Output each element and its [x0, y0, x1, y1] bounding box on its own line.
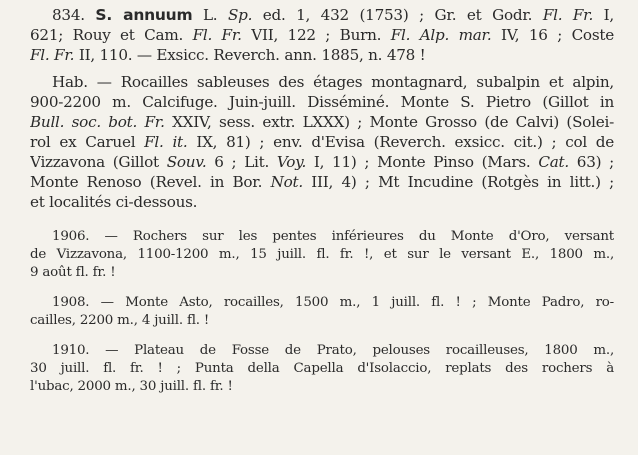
- citation-italic: Fl. it.: [144, 133, 188, 151]
- citation-italic: Voy.: [276, 153, 307, 171]
- species-line: [30, 45, 614, 65]
- text-run: VII, 122 ; Burn.: [241, 26, 391, 44]
- habitat-line: [52, 72, 614, 92]
- citation-italic: Cat.: [538, 153, 569, 171]
- citation-italic: Souv.: [166, 153, 207, 171]
- citation-italic: Not.: [270, 173, 303, 191]
- habitat-line: [30, 172, 614, 192]
- record-line: 30 juill. fl. fr. ! ; Punta della Capella d'Isolaccio, replats des rochers à: [30, 361, 614, 376]
- record-line: cailles, 2200 m., 4 juill. fl. !: [30, 313, 210, 328]
- text-run: 900-2200 m. Calcifuge. Juin-juill. Disséminé. Monte S. Pietro (Gillot in: [30, 93, 614, 111]
- text-run: L.: [192, 6, 228, 24]
- text-run: Vizzavona (Gillot: [30, 153, 167, 171]
- text-run: 63) ;: [568, 153, 614, 171]
- citation-italic: Fl. Fr.: [30, 46, 75, 64]
- text-run: I,: [593, 6, 614, 24]
- text-run: et localités ci-dessous.: [30, 193, 198, 211]
- record-line: 1910. — Plateau de Fosse de Prato, pelouses rocailleuses, 1800 m.,: [52, 343, 614, 358]
- text-run: Hab. — Rocailles sableuses des étages montagnard, subalpin et alpin,: [52, 73, 614, 91]
- habitat-line: [30, 92, 614, 112]
- record-line: 1906. — Rochers sur les pentes inférieures du Monte d'Oro, versant: [52, 229, 614, 244]
- species-name: S. annuum: [95, 6, 193, 24]
- record-line: l'ubac, 2000 m., 30 juill. fl. fr. !: [30, 379, 233, 394]
- habitat-line: [30, 192, 614, 212]
- habitat-line: [30, 152, 614, 172]
- species-line: [30, 25, 614, 45]
- text-run: IV, 16 ; Coste: [491, 26, 614, 44]
- text-run: I, 11) ; Monte Pinso (Mars.: [306, 153, 539, 171]
- record-line: de Vizzavona, 1100-1200 m., 15 juill. fl. fr. !, et sur le versant E., 1800 m.,: [30, 247, 614, 262]
- text-run: II, 110. — Exsicc. Reverch. ann. 1885, n. 478 !: [74, 46, 426, 64]
- text-run: rol ex Caruel: [30, 133, 145, 151]
- text-run: IX, 81) ; env. d'Evisa (Reverch. exsicc. cit.) ; col de: [187, 133, 614, 151]
- text-run: III, 4) ; Mt Incudine (Rotgès in litt.) ;: [302, 173, 614, 191]
- record-line: 1908. — Monte Asto, rocailles, 1500 m., 1 juill. fl. ! ; Monte Padro, ro-: [52, 295, 614, 310]
- record-line: 9 août fl. fr. !: [30, 265, 116, 280]
- citation-italic: Fl. Fr.: [542, 6, 594, 24]
- text-run: 621; Rouy et Cam.: [30, 26, 193, 44]
- citation-italic: Fl. Alp. mar.: [390, 26, 492, 44]
- habitat-line: [30, 132, 614, 152]
- citation-italic: Sp.: [227, 6, 253, 24]
- text-run: Monte Renoso (Revel. in Bor.: [30, 173, 271, 191]
- text-run: ed. 1, 432 (1753) ; Gr. et Godr.: [252, 6, 543, 24]
- habitat-line: [30, 112, 614, 132]
- species-line: [52, 5, 614, 25]
- text-run: XXIV, sess. extr. LXXX) ; Monte Grosso (de Calvi) (Solei-: [164, 113, 614, 131]
- text-run: 6 ; Lit.: [206, 153, 277, 171]
- citation-italic: Bull. soc. bot. Fr.: [30, 113, 165, 131]
- text-run: 834.: [52, 6, 96, 24]
- citation-italic: Fl. Fr.: [192, 26, 242, 44]
